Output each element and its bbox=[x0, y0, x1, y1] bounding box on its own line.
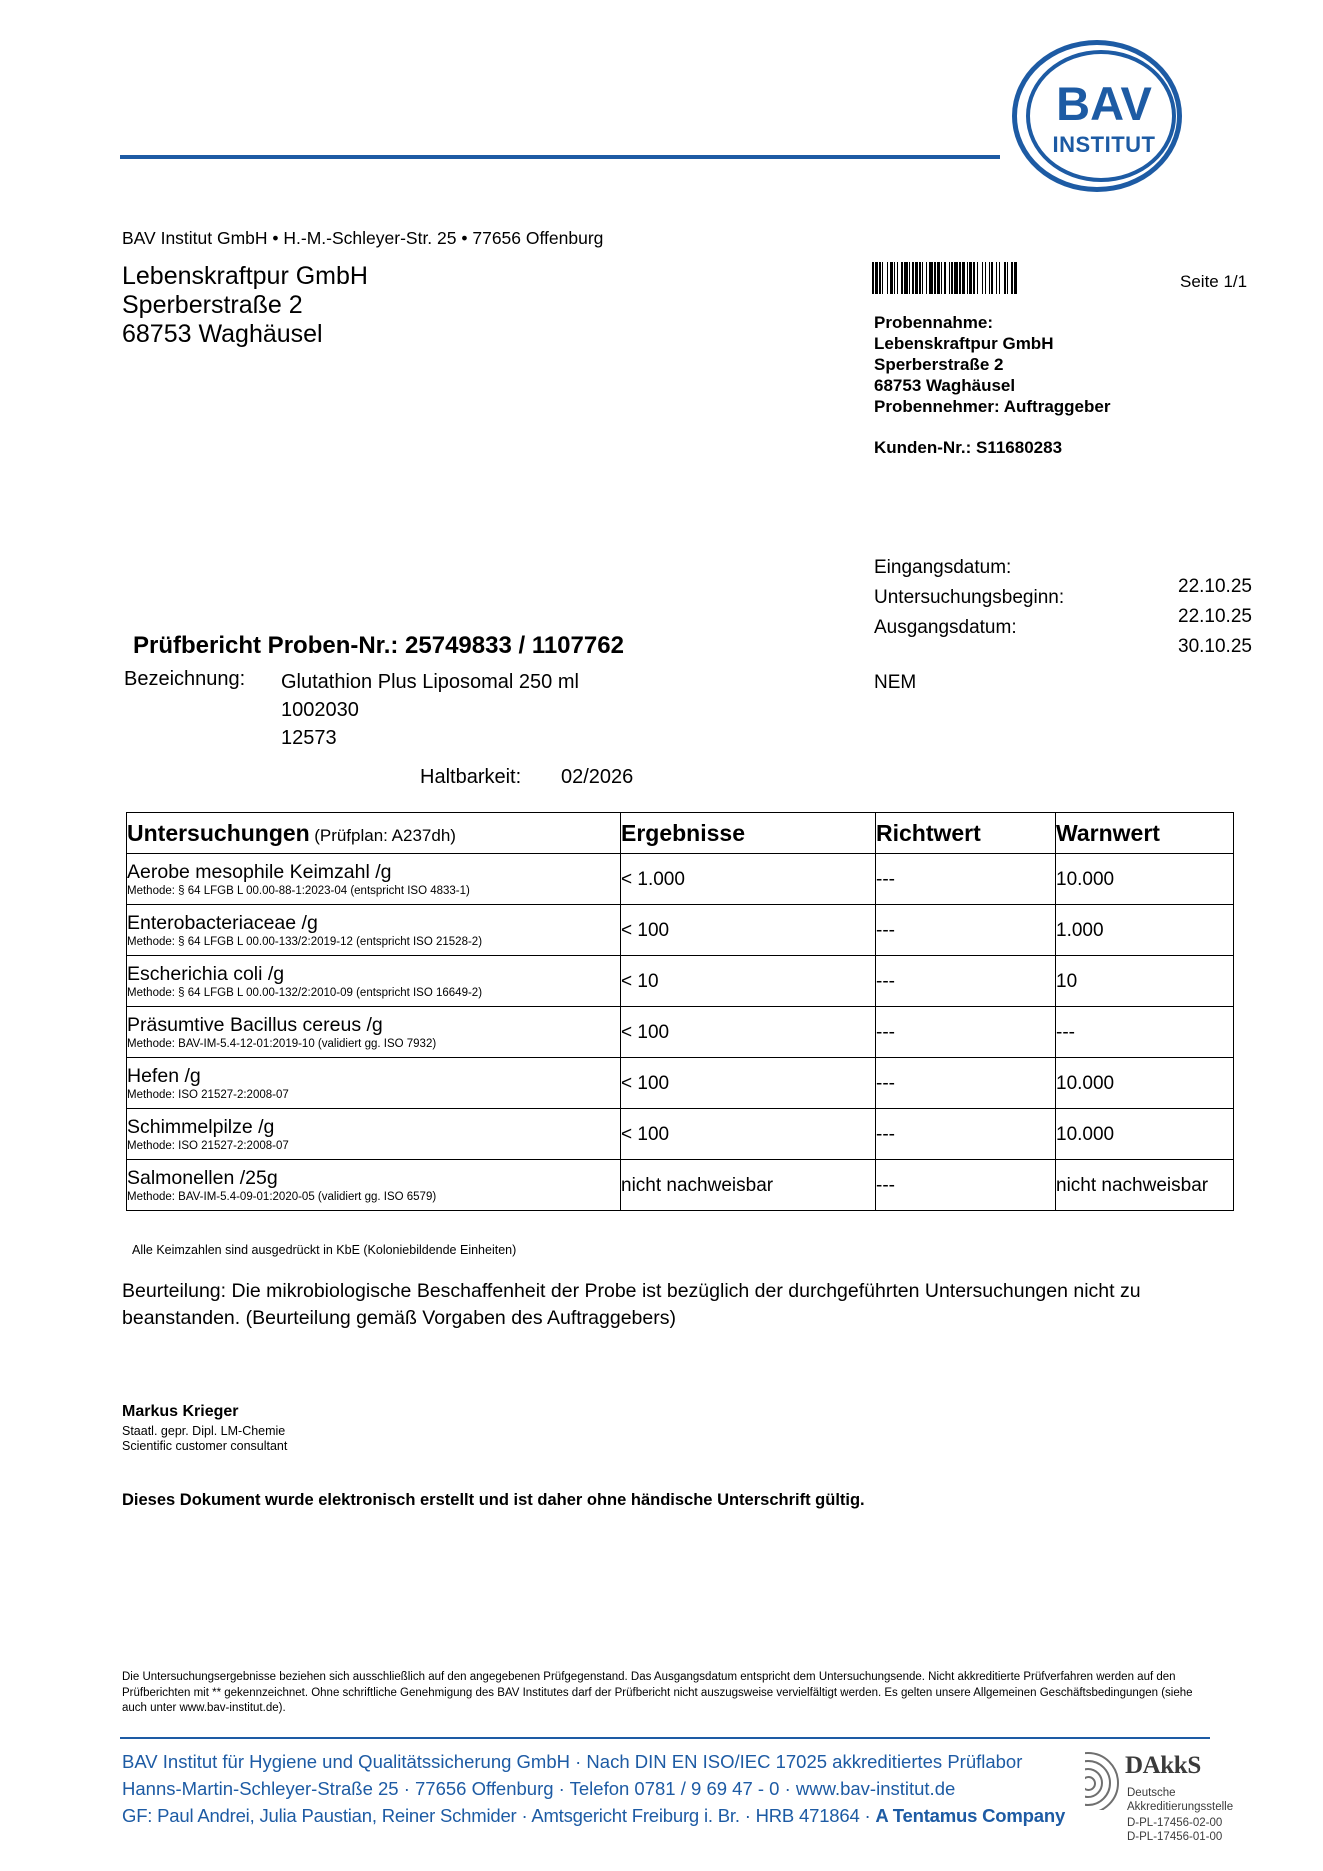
cell-result: < 1.000 bbox=[621, 854, 876, 905]
bav-institut-logo bbox=[1004, 38, 1202, 198]
table-row bbox=[127, 905, 1234, 956]
dakks-code-1: D-PL-17456-02-00 bbox=[1127, 1817, 1223, 1829]
sampling-heading: Probennahme: bbox=[874, 313, 994, 332]
table-row bbox=[127, 854, 1234, 905]
date-values bbox=[1178, 572, 1252, 662]
header-untersuchungen bbox=[127, 813, 621, 854]
sampling-line-1: Lebenskraftpur GmbH bbox=[874, 334, 1054, 353]
sample-category: NEM bbox=[874, 672, 917, 693]
designation-product: Glutathion Plus Liposomal 250 ml bbox=[281, 671, 579, 693]
cell-result: < 100 bbox=[621, 1007, 876, 1058]
cell-warn-value: 1.000 bbox=[1056, 905, 1234, 956]
logo-subtitle: INSTITUT bbox=[1052, 132, 1156, 157]
dakks-subtitle bbox=[1127, 1786, 1233, 1814]
table-body bbox=[127, 854, 1234, 1211]
signatory-qualification: Staatl. gepr. Dipl. LM-Chemie bbox=[122, 1424, 286, 1438]
recipient-line-1: Lebenskraftpur GmbH bbox=[122, 262, 368, 290]
value-untersuchungsbeginn: 22.10.25 bbox=[1178, 606, 1252, 627]
cell-warn-value: 10.000 bbox=[1056, 1058, 1234, 1109]
sample-barcode bbox=[872, 262, 1110, 294]
footer-line-2: Hanns-Martin-Schleyer-Straße 25 · 77656 Offenburg · Telefon 0781 / 9 69 47 - 0 · www.bav-institut.de bbox=[122, 1778, 956, 1799]
company-footer bbox=[122, 1748, 1182, 1829]
footer-line-1: BAV Institut für Hygiene und Qualitätssicherung GmbH · Nach DIN EN ISO/IEC 17025 akkreditiertes Prüflabor bbox=[122, 1751, 1023, 1772]
cell-guide-value: --- bbox=[876, 854, 1056, 905]
cell-result: < 100 bbox=[621, 1058, 876, 1109]
dakks-codes bbox=[1127, 1816, 1222, 1844]
signatory-details bbox=[122, 1424, 287, 1454]
date-labels bbox=[874, 553, 1064, 643]
label-ausgangsdatum: Ausgangsdatum: bbox=[874, 617, 1017, 638]
label-eingangsdatum: Eingangsdatum: bbox=[874, 557, 1012, 578]
sampling-info bbox=[874, 312, 1110, 417]
cell-result: < 10 bbox=[621, 956, 876, 1007]
footer-divider bbox=[120, 1737, 1210, 1739]
footer-line-3 bbox=[122, 1802, 1182, 1829]
header-warnwert: Warnwert bbox=[1056, 813, 1234, 854]
recipient-address bbox=[122, 262, 368, 349]
parameter-name: Präsumtive Bacillus cereus /g bbox=[127, 1013, 383, 1036]
shelf-life-label: Haltbarkeit: bbox=[420, 766, 522, 788]
table-header-row bbox=[127, 813, 1234, 854]
cell-result: < 100 bbox=[621, 1109, 876, 1160]
cell-result: < 100 bbox=[621, 905, 876, 956]
sender-address-line: BAV Institut GmbH • H.-M.-Schleyer-Str. 25 • 77656 Offenburg bbox=[122, 228, 604, 248]
table-row bbox=[127, 956, 1234, 1007]
dakks-sub-line-2: Akkreditierungsstelle bbox=[1127, 1801, 1234, 1813]
header-pruefplan: (Prüfplan: A237dh) bbox=[314, 825, 456, 845]
cell-guide-value: --- bbox=[876, 1160, 1056, 1211]
cell-warn-value: --- bbox=[1056, 1007, 1234, 1058]
logo-title: BAV bbox=[1056, 77, 1152, 130]
table-row bbox=[127, 1160, 1234, 1211]
value-ausgangsdatum: 30.10.25 bbox=[1178, 636, 1252, 657]
parameter-method: Methode: ISO 21527-2:2008-07 bbox=[127, 1139, 289, 1152]
table-row bbox=[127, 1007, 1234, 1058]
cell-parameter bbox=[127, 1058, 621, 1109]
results-table bbox=[126, 812, 1234, 1211]
customer-number: Kunden-Nr.: S11680283 bbox=[874, 438, 1063, 457]
cell-warn-value: 10.000 bbox=[1056, 854, 1234, 905]
dakks-name: DAkkS bbox=[1125, 1752, 1201, 1779]
recipient-line-3: 68753 Waghäusel bbox=[122, 320, 323, 348]
parameter-name: Schimmelpilze /g bbox=[127, 1115, 275, 1138]
cell-warn-value: 10 bbox=[1056, 956, 1234, 1007]
footer-tentamus: A Tentamus Company bbox=[875, 1805, 1066, 1826]
value-eingangsdatum: 22.10.25 bbox=[1178, 576, 1252, 597]
parameter-method: Methode: BAV-IM-5.4-12-01:2019-10 (validiert gg. ISO 7932) bbox=[127, 1037, 437, 1050]
parameter-name: Escherichia coli /g bbox=[127, 962, 285, 985]
cell-guide-value: --- bbox=[876, 1109, 1056, 1160]
cell-guide-value: --- bbox=[876, 905, 1056, 956]
sampling-line-2: Sperberstraße 2 bbox=[874, 355, 1004, 374]
cell-guide-value: --- bbox=[876, 1058, 1056, 1109]
cell-warn-value: 10.000 bbox=[1056, 1109, 1234, 1160]
shelf-life-value: 02/2026 bbox=[561, 766, 634, 788]
cell-result: nicht nachweisbar bbox=[621, 1160, 876, 1211]
parameter-name: Enterobacteriaceae /g bbox=[127, 911, 318, 934]
cell-parameter bbox=[127, 854, 621, 905]
parameter-name: Aerobe mesophile Keimzahl /g bbox=[127, 860, 392, 883]
cell-parameter bbox=[127, 1160, 621, 1211]
signatory-name: Markus Krieger bbox=[122, 1403, 239, 1420]
cell-parameter bbox=[127, 956, 621, 1007]
header-divider bbox=[120, 155, 1000, 159]
dakks-accreditation-logo bbox=[1085, 1748, 1235, 1853]
parameter-method: Methode: ISO 21527-2:2008-07 bbox=[127, 1088, 289, 1101]
designation-values bbox=[281, 668, 579, 752]
cell-warn-value: nicht nachweisbar bbox=[1056, 1160, 1234, 1211]
table-footnote: Alle Keimzahlen sind ausgedrückt in KbE (Koloniebildende Einheiten) bbox=[132, 1243, 517, 1257]
table-row bbox=[127, 1058, 1234, 1109]
cell-parameter bbox=[127, 905, 621, 956]
cell-guide-value: --- bbox=[876, 1007, 1056, 1058]
parameter-name: Hefen /g bbox=[127, 1064, 201, 1087]
footer-line-3-plain: GF: Paul Andrei, Julia Paustian, Reiner Schmider · Amtsgericht Freiburg i. Br. · HRB 471864 · bbox=[122, 1805, 876, 1826]
dakks-code-2: D-PL-17456-01-00 bbox=[1127, 1831, 1223, 1843]
parameter-method: Methode: § 64 LFGB L 00.00-133/2:2019-12 (entspricht ISO 21528-2) bbox=[127, 935, 483, 948]
designation-article-no: 1002030 bbox=[281, 699, 359, 721]
sampler-label: Probennehmer: Auftraggeber bbox=[874, 397, 1111, 416]
dakks-sub-line-1: Deutsche bbox=[1127, 1787, 1176, 1799]
electronic-signature-note: Dieses Dokument wurde elektronisch erstellt und ist daher ohne händische Unterschrift gültig. bbox=[122, 1491, 865, 1509]
page-indicator: Seite 1/1 bbox=[1180, 272, 1248, 291]
designation-label: Bezeichnung: bbox=[124, 668, 246, 690]
recipient-line-2: Sperberstraße 2 bbox=[122, 291, 303, 319]
header-untersuchungen-main: Untersuchungen bbox=[127, 819, 310, 846]
designation-batch-no: 12573 bbox=[281, 727, 337, 749]
header-ergebnisse: Ergebnisse bbox=[621, 813, 876, 854]
parameter-method: Methode: § 64 LFGB L 00.00-88-1:2023-04 (entspricht ISO 4833-1) bbox=[127, 884, 470, 897]
cell-parameter bbox=[127, 1109, 621, 1160]
label-untersuchungsbeginn: Untersuchungsbeginn: bbox=[874, 587, 1065, 608]
table-row bbox=[127, 1109, 1234, 1160]
parameter-method: Methode: BAV-IM-5.4-09-01:2020-05 (validiert gg. ISO 6579) bbox=[127, 1190, 437, 1203]
assessment-text: Beurteilung: Die mikrobiologische Beschaffenheit der Probe ist bezüglich der durchgeführten Untersuchungen nicht zu beanstanden. (Beurteilung gemäß Vorgaben des Auftraggebers) bbox=[122, 1280, 1141, 1329]
cell-guide-value: --- bbox=[876, 956, 1056, 1007]
parameter-method: Methode: § 64 LFGB L 00.00-132/2:2010-09 (entspricht ISO 16649-2) bbox=[127, 986, 483, 999]
sampling-line-3: 68753 Waghäusel bbox=[874, 376, 1016, 395]
page-title: Prüfbericht Proben-Nr.: 25749833 / 1107762 bbox=[133, 632, 624, 659]
cell-parameter bbox=[127, 1007, 621, 1058]
legal-fineprint: Die Untersuchungsergebnisse beziehen sich ausschließlich auf den angegebenen Prüfgegenstand. Das Ausgangsdatum entspricht dem Untersuchungsende. Nicht akkreditierte Prüfverfahren werden auf den Prüfberichten mit ** gekennzeichnet. Ohne schriftliche Genehmigung des BAV Institutes darf der Prüfbericht nicht auszugsweise vervielfältigt werden. Es gelten unsere Allgemeinen Geschäftsbedingungen (siehe auch unter www.bav-institut.de). bbox=[122, 1671, 1193, 1714]
signatory-role: Scientific customer consultant bbox=[122, 1439, 288, 1453]
header-richtwert: Richtwert bbox=[876, 813, 1056, 854]
parameter-name: Salmonellen /25g bbox=[127, 1166, 278, 1189]
